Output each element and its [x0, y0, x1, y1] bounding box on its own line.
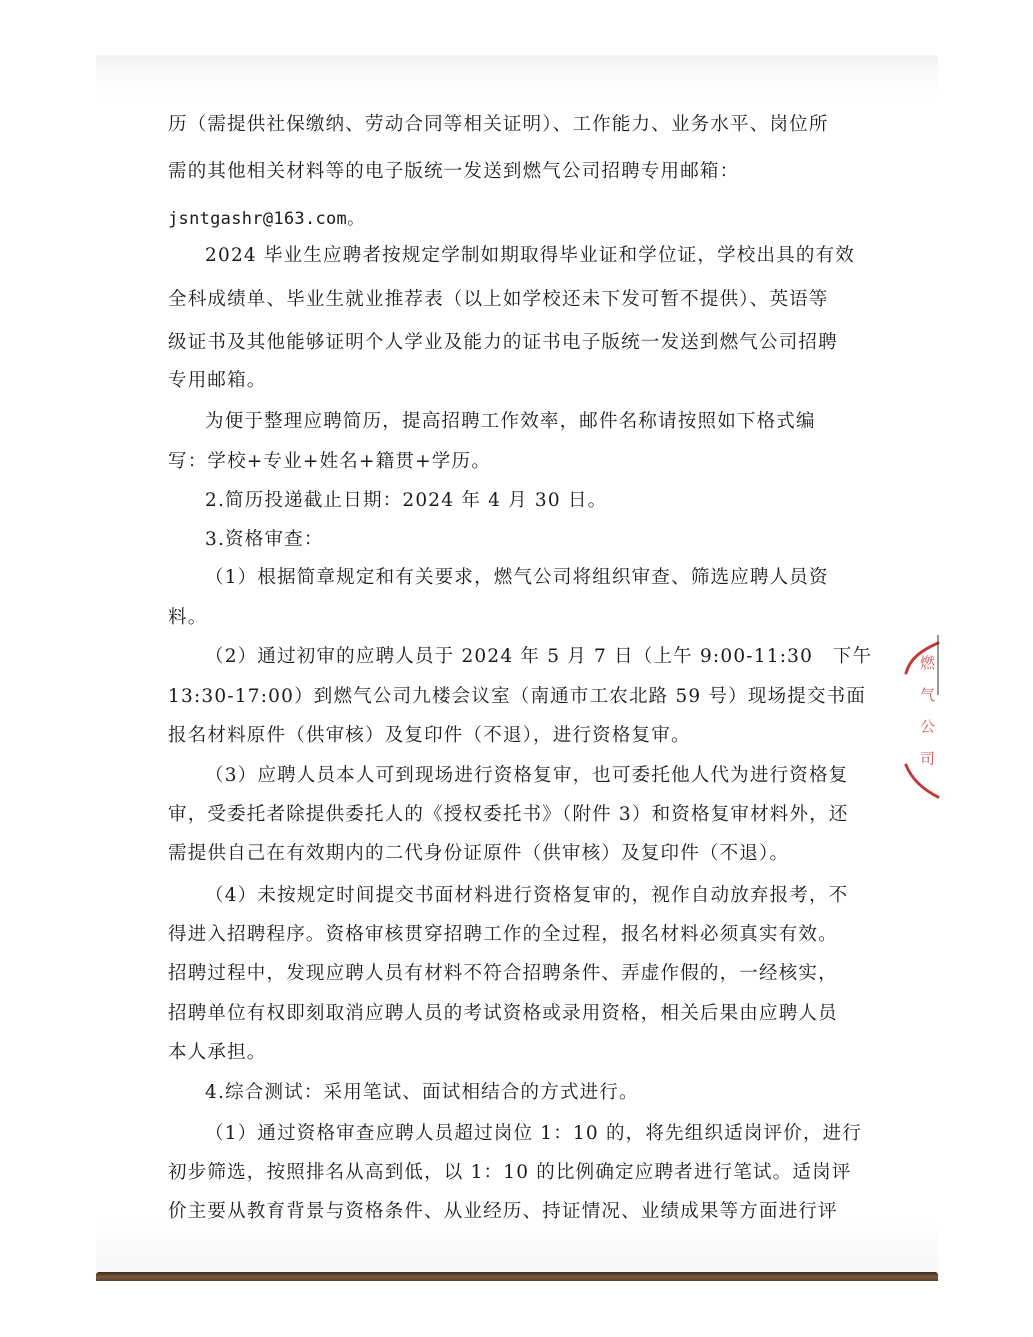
seal-text: 燃 气 公 司	[918, 655, 936, 772]
text-line: 全科成绩单、毕业生就业推荐表（以上如学校还未下发可暂不提供）、英语等	[168, 289, 829, 310]
text-line: 招聘过程中，发现应聘人员有材料不符合招聘条件、弄虚作假的，一经核实，	[168, 963, 838, 984]
text-line: 本人承担。	[168, 1042, 267, 1063]
text-line: 审，受委托者除提供委托人的《授权委托书》（附件 3）和资格复审材料外，还	[168, 804, 849, 825]
section-deadline: 2.简历投递截止日期：2024 年 4 月 30 日。	[205, 490, 608, 511]
page-bottom-edge	[96, 1272, 938, 1281]
paragraph-email-naming: 为便于整理应聘简历，提高招聘工作效率，邮件名称请按照如下格式编	[205, 411, 816, 432]
text-line: 历（需提供社保缴纳、劳动合同等相关证明）、工作能力、业务水平、岗位所	[168, 114, 829, 135]
item-4-forfeit: （4）未按规定时间提交书面材料进行资格复审的，视作自动放弃报考，不	[205, 885, 849, 906]
item-2-onsite: （2）通过初审的应聘人员于 2024 年 5 月 7 日（上午 9:00-11:30 下午	[205, 646, 873, 667]
text-line: 13:30-17:00）到燃气公司九楼会议室（南通市工农北路 59 号）现场提交书面	[168, 686, 867, 707]
text-line: 报名材料原件（供审核）及复印件（不退），进行资格复审。	[168, 725, 691, 746]
text-line: 需提供自己在有效期内的二代身份证原件（供审核）及复印件（不退）。	[168, 843, 790, 864]
text-line: 初步筛选，按照排名从高到低，以 1：10 的比例确定应聘者进行笔试。适岗评	[168, 1162, 852, 1183]
text-line: 料。	[168, 607, 208, 628]
item-3-proxy: （3）应聘人员本人可到现场进行资格复审，也可委托他人代为进行资格复	[205, 765, 849, 786]
item-1-screening: （1）通过资格审查应聘人员超过岗位 1：10 的，将先组织适岗评价，进行	[205, 1123, 863, 1144]
text-line: 招聘单位有权即刻取消应聘人员的考试资格或录用资格，相关后果由应聘人员	[168, 1003, 838, 1024]
section-heading-qualification: 3.资格审查：	[205, 529, 324, 550]
text-line: 需的其他相关材料等的电子版统一发送到燃气公司招聘专用邮箱：	[168, 161, 740, 182]
paragraph-graduates: 2024 毕业生应聘者按规定学制如期取得毕业证和学位证，学校出具的有效	[205, 245, 855, 266]
text-line: 级证书及其他能够证明个人学业及能力的证书电子版统一发送到燃气公司招聘	[168, 332, 838, 353]
email-naming-format: 写：学校+专业+姓名+籍贯+学历。	[168, 451, 491, 472]
text-line: 专用邮箱。	[168, 370, 267, 391]
item-1-review: （1）根据简章规定和有关要求，燃气公司将组织审查、筛选应聘人员资	[205, 567, 829, 588]
text-line: 得进入招聘程序。资格审核贯穿招聘工作的全过程，报名材料必须真实有效。	[168, 924, 838, 945]
text-line: 价主要从教育背景与资格条件、从业经历、持证情况、业绩成果等方面进行评	[168, 1201, 838, 1222]
email-address: jsntgashr@163.com。	[168, 209, 365, 229]
section-heading-testing: 4.综合测试：采用笔试、面试相结合的方式进行。	[205, 1082, 639, 1103]
